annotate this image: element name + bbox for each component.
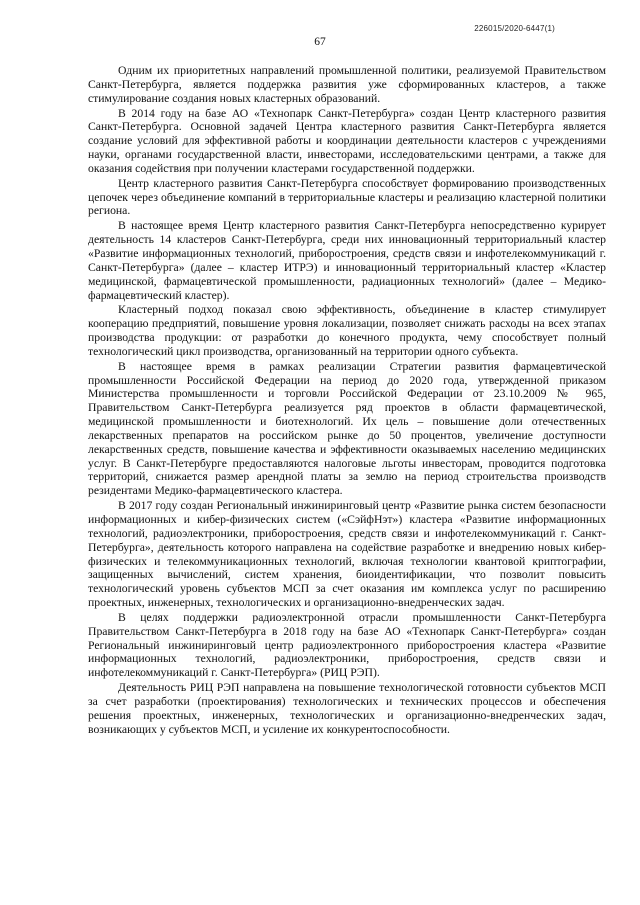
paragraph: В целях поддержки радиоэлектронной отрасли промышленности Санкт-Петербурга Правительством Санкт-Петербурга в 2018 году на базе АО «Технопарк Санкт-Петербурга» создан Региональный инжиниринговый центр радиоэлектронного приборостроения кластера «Развитие информационных технологий, радиоэлектроники, приборостроения, средств связи и инфотелекоммуникаций г. Санкт-Петербурга» (РИЦ РЭП). [88,610,606,680]
paragraph: Одним их приоритетных направлений промышленной политики, реализуемой Правительством Санкт-Петербурга, является поддержка развития уже сформированных кластеров, а также стимулирование создания новых кластерных образований. [88,64,606,105]
paragraph: В настоящее время Центр кластерного развития Санкт-Петербурга непосредственно курирует деятельность 14 кластеров Санкт-Петербурга, среди них инновационный территориальный кластер «Развитие информационных технологий, приборостроения, средств связи и инфотелекоммуникаций г. Санкт-Петербурга» (далее – кластер ИТРЭ) и инновационный территориальный кластер «Кластер медицинской, фармацевтической промышленности, радиационных технологий» (далее – Медико-фармацевтический кластер). [88,219,606,302]
paragraph: В настоящее время в рамках реализации Стратегии развития фармацевтической промышленности Российской Федерации на период до 2020 года, утвержденной приказом Министерства промышленности и торговли Российской Федерации от 23.10.2009 № 965, Правительством Санкт-Петербурга реализуется ряд проектов в области фармацевтической, медицинской промышленности и биотехнологий. Их цель – повышение доли отечественных лекарственных препаратов на российском рынке до 50 процентов, увеличение доступности лекарственных средств, повышение качества и эффективности оказываемых населению медицинских услуг. В Санкт-Петербурге предоставляются налоговые льготы инвесторам, проводится подготовка территорий, снижается размер арендной платы за землю на период строительства производств резидентами Медико-фармацевтического кластера. [88,359,606,498]
paragraph: Центр кластерного развития Санкт-Петербурга способствует формированию производственных цепочек через объединение компаний в территориальные кластеры и реализацию кластерной политики региона. [88,176,606,218]
paragraph: В 2014 году на базе АО «Технопарк Санкт-Петербурга» создан Центр кластерного развития Санкт-Петербурга. Основной задачей Центра кластерного развития Санкт-Петербурга является создание условий для эффективной работы и координации деятельности кластеров с учреждениями науки, органами государственной власти, инвесторами, исследовательскими центрами, а также для оказания содействия при получении кластерами государственной поддержки. [88,106,606,175]
paragraph: Деятельность РИЦ РЭП направлена на повышение технологической готовности субъектов МСП за счет разработки (проектирования) технологических и технических процессов и обеспечения решения проектных, инженерных, технологических и организационно-внедренческих задач, возникающих у субъектов МСП, и усиление их конкурентоспособности. [88,681,606,736]
page-number: 67 [314,36,326,48]
document-registration-number: 226015/2020-6447(1) [474,24,555,33]
paragraph: В 2017 году создан Региональный инжиниринговый центр «Развитие рынка систем безопасности информационных и кибер-физических систем («СэйфНэт») кластера «Развитие информационных технологий, радиоэлектроники, приборостроения, средств связи и инфотелекоммуникаций г. Санкт-Петербурга», деятельность которого направлена на содействие разработке и внедрению новых кибер-физических и телекоммуникационных технологий, включая технологии квантовой криптографии, защищенных вычислений, систем хранения, биоидентификации, что позволит повысить технологический уровень субъектов МСП за счет оказания им комплекса услуг по расширению проектных, инженерных, технологических и организационно-внедренческих задач. [88,499,606,610]
document-body [88,64,606,738]
paragraph: Кластерный подход показал свою эффективность, объединение в кластер стимулирует кооперацию предприятий, повышение уровня локализации, позволяет снижать расходы на всех этапах производства продукции: от разработки до конечного продукта, чему способствует полный технологический цикл производства, организованный на территории одного субъекта. [88,303,606,358]
